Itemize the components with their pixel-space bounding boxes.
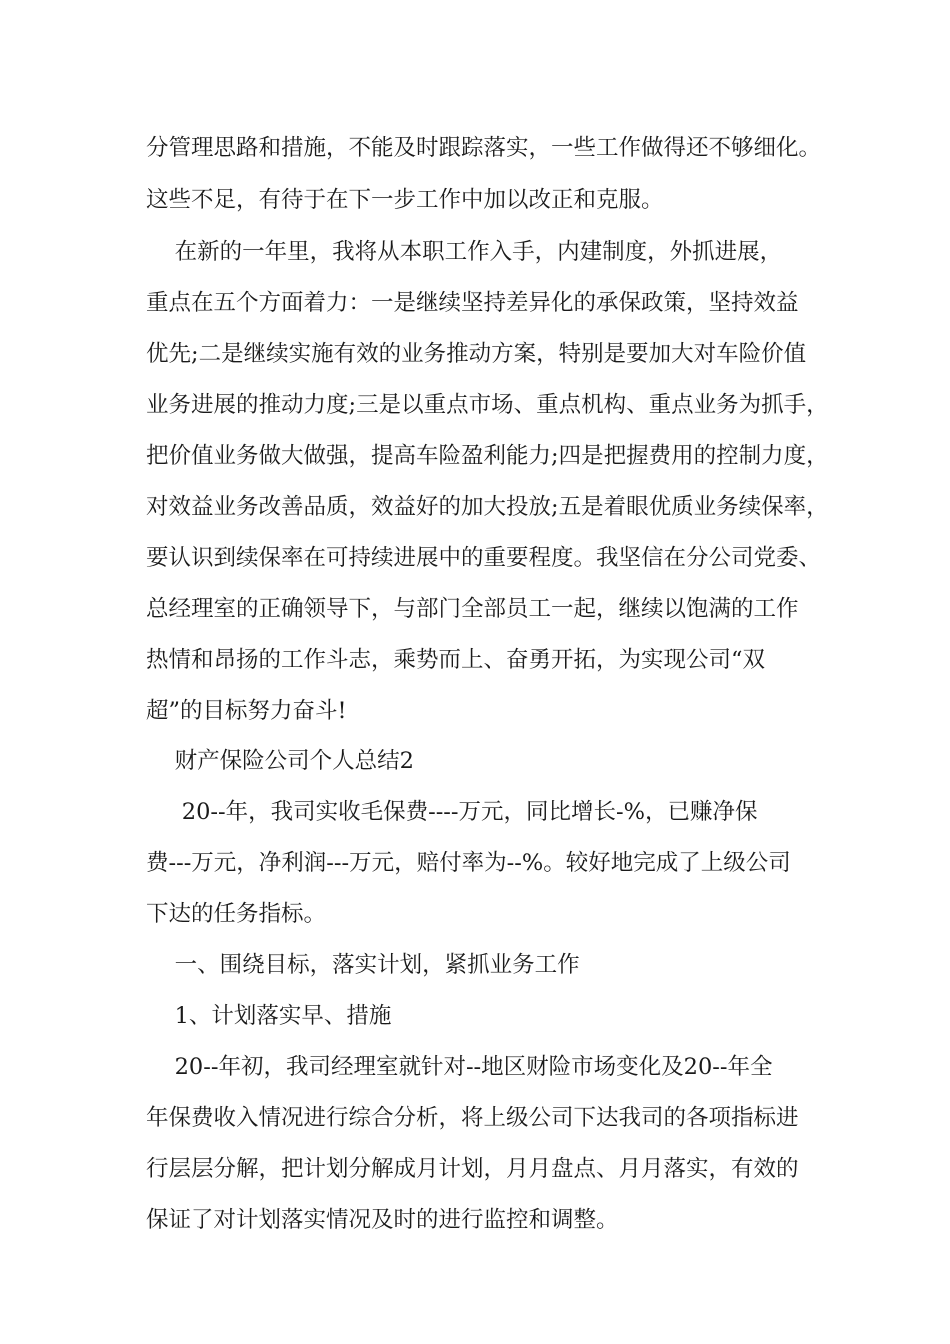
text-line: 年保费收入情况进行综合分析，将上级公司下达我司的各项指标进 xyxy=(146,1105,799,1131)
section-heading: 财产保险公司个人总结2 xyxy=(146,748,414,774)
text-line: 20--年初，我司经理室就针对--地区财险市场变化及20--年全 xyxy=(146,1054,773,1080)
text-line: 超”的目标努力奋斗! xyxy=(146,698,347,724)
text-line: 热情和昂扬的工作斗志，乘势而上、奋勇开拓，为实现公司“双 xyxy=(146,647,766,673)
text-line: 对效益业务改善品质，效益好的加大投放;五是着眼优质业务续保率， xyxy=(146,494,829,520)
text-line: 业务进展的推动力度;三是以重点市场、重点机构、重点业务为抓手， xyxy=(146,392,829,418)
text-line: 下达的任务指标。 xyxy=(146,901,327,927)
text-line: 总经理室的正确领导下，与部门全部员工一起，继续以饱满的工作 xyxy=(146,596,799,622)
text-line: 分管理思路和措施，不能及时跟踪落实，一些工作做得还不够细化。 xyxy=(146,135,822,161)
subsection-heading: 一、围绕目标，落实计划，紧抓业务工作 xyxy=(146,952,580,978)
text-line: 把价值业务做大做强，提高车险盈利能力;四是把握费用的控制力度， xyxy=(146,443,829,469)
text-line: 优先;二是继续实施有效的业务推动方案，特别是要加大对车险价值 xyxy=(146,341,807,367)
text-line: 要认识到续保率在可持续进展中的重要程度。我坚信在分公司党委、 xyxy=(146,545,822,571)
text-line: 费---万元，净利润---万元，赔付率为--%。较好地完成了上级公司 xyxy=(146,850,791,876)
text-line: 这些不足，有待于在下一步工作中加以改正和克服。 xyxy=(146,187,664,213)
text-line: 在新的一年里，我将从本职工作入手，内建制度，外抓进展， xyxy=(146,239,783,265)
text-line: 重点在五个方面着力：一是继续坚持差异化的承保政策，坚持效益 xyxy=(146,290,799,316)
text-line: 保证了对计划落实情况及时的进行监控和调整。 xyxy=(146,1207,619,1233)
text-line: 20--年，我司实收毛保费----万元，同比增长-%，已赚净保 xyxy=(146,799,758,825)
text-line: 行层层分解，把计划分解成月计划，月月盘点、月月落实，有效的 xyxy=(146,1156,799,1182)
subsection-heading: 1、计划落实早、措施 xyxy=(146,1003,392,1029)
